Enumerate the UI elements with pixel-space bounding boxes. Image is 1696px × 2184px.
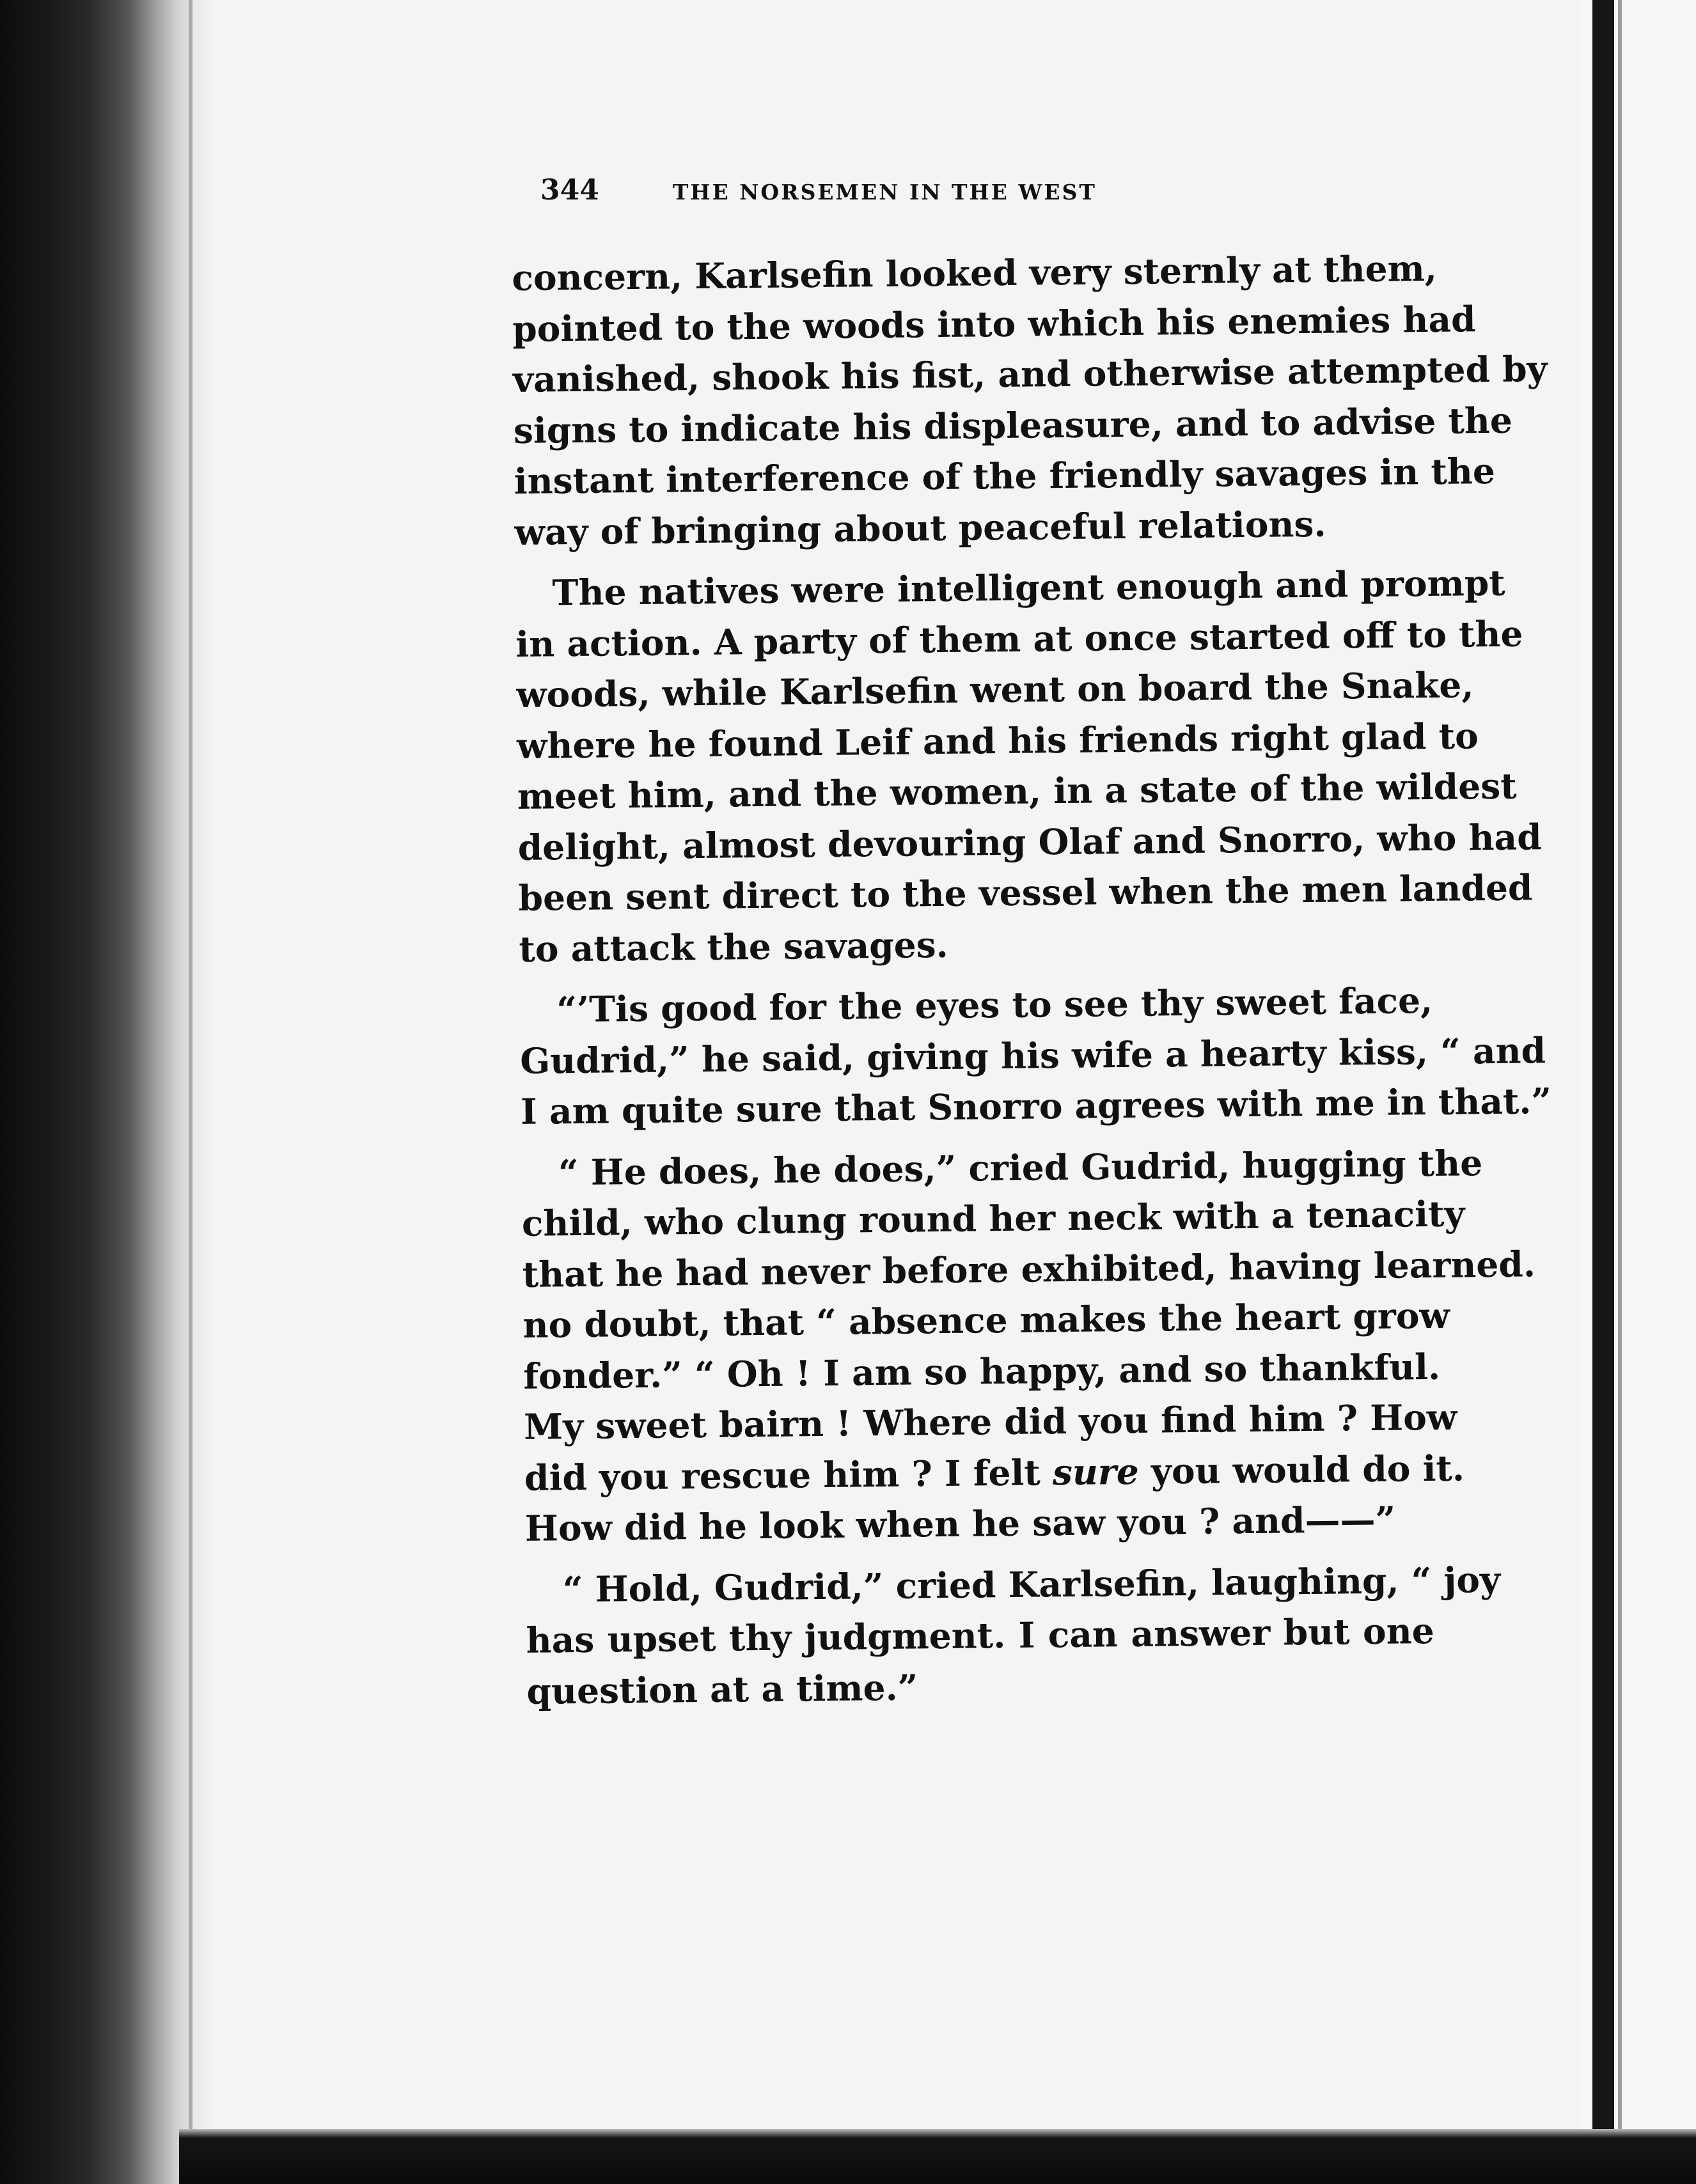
text-segment: did you rescue him ? I felt [524, 1451, 1041, 1499]
text-line: no doubt, that “ absence makes the heart grow [522, 1294, 1450, 1346]
text-line: fonder.” “ Oh ! I am so happy, and so thankful. [523, 1345, 1441, 1397]
text-line: signs to indicate his displeasure, and to advise the [513, 399, 1513, 451]
text-line: pointed to the woods into which his enemies had [512, 297, 1476, 350]
text-line-with-italic [524, 1443, 1465, 1503]
text-line: where he found Leif and his friends right glad to [516, 714, 1479, 767]
bottom-shadow [179, 2129, 1696, 2184]
text-line: been sent direct to the vessel when the men landed [518, 866, 1533, 919]
paragraph-5 [525, 1555, 1501, 1717]
text-line: to attack the savages. [519, 923, 949, 970]
running-title: THE NORSEMEN IN THE WEST [672, 180, 1097, 205]
text-line: in action. A party of them at once started off to the [515, 612, 1523, 665]
text-line: Gudrid,” he said, giving his wife a hearty kiss, “ and [519, 1029, 1546, 1082]
italic-word: sure [1052, 1450, 1140, 1493]
text-segment: you would do it. [1150, 1447, 1465, 1492]
text-line: way of bringing about peaceful relations. [514, 503, 1326, 553]
body-text [512, 243, 1552, 1727]
text-line: delight, almost devouring Olaf and Snorro, who had [517, 815, 1542, 868]
adjacent-page-edge [1580, 0, 1696, 2184]
gutter-shadow-line [189, 0, 192, 2184]
text-line: meet him, and the women, in a state of the wildest [517, 765, 1517, 817]
text-line: that he had never before exhibited, having learned. [522, 1242, 1536, 1295]
paragraph-1 [512, 243, 1548, 558]
text-line: “’Tis good for the eyes to see thy sweet face, [556, 979, 1433, 1031]
text-line: concern, Karlsefin looked very sternly at them, [512, 247, 1438, 299]
text-line: My sweet bairn ! Where did you find him ? How [523, 1396, 1457, 1447]
text-line: How did he look when he saw you ? and——” [524, 1498, 1396, 1549]
text-line: The natives were intelligent enough and prompt [552, 561, 1505, 614]
paragraph-4 [521, 1138, 1536, 1554]
text-line: “ He does, he does,” cried Gudrid, hugging the [558, 1141, 1483, 1193]
text-line: vanished, shook his fist, and otherwise attempted by [512, 348, 1548, 400]
running-head [540, 174, 1218, 212]
text-line: “ Hold, Gudrid,” cried Karlsefin, laughing, “ joy [562, 1558, 1501, 1610]
page-number: 344 [540, 174, 599, 207]
text-line: I am quite sure that Snorro agrees with me in that.” [520, 1080, 1552, 1132]
text-line: woods, while Karlsefin went on board the Snake, [515, 664, 1474, 715]
paragraph-3 [519, 975, 1552, 1137]
text-line: instant interference of the friendly savages in the [514, 449, 1496, 502]
edge-shadow-bar [1592, 0, 1614, 2184]
text-line: child, who clung round her neck with a tenacity [521, 1192, 1465, 1244]
text-line: has upset thy judgment. I can answer but one [526, 1610, 1434, 1661]
edge-highlight-bar [1618, 0, 1622, 2184]
paragraph-2 [515, 558, 1542, 974]
text-line: question at a time.” [526, 1665, 918, 1712]
binding-gutter [0, 0, 211, 2184]
